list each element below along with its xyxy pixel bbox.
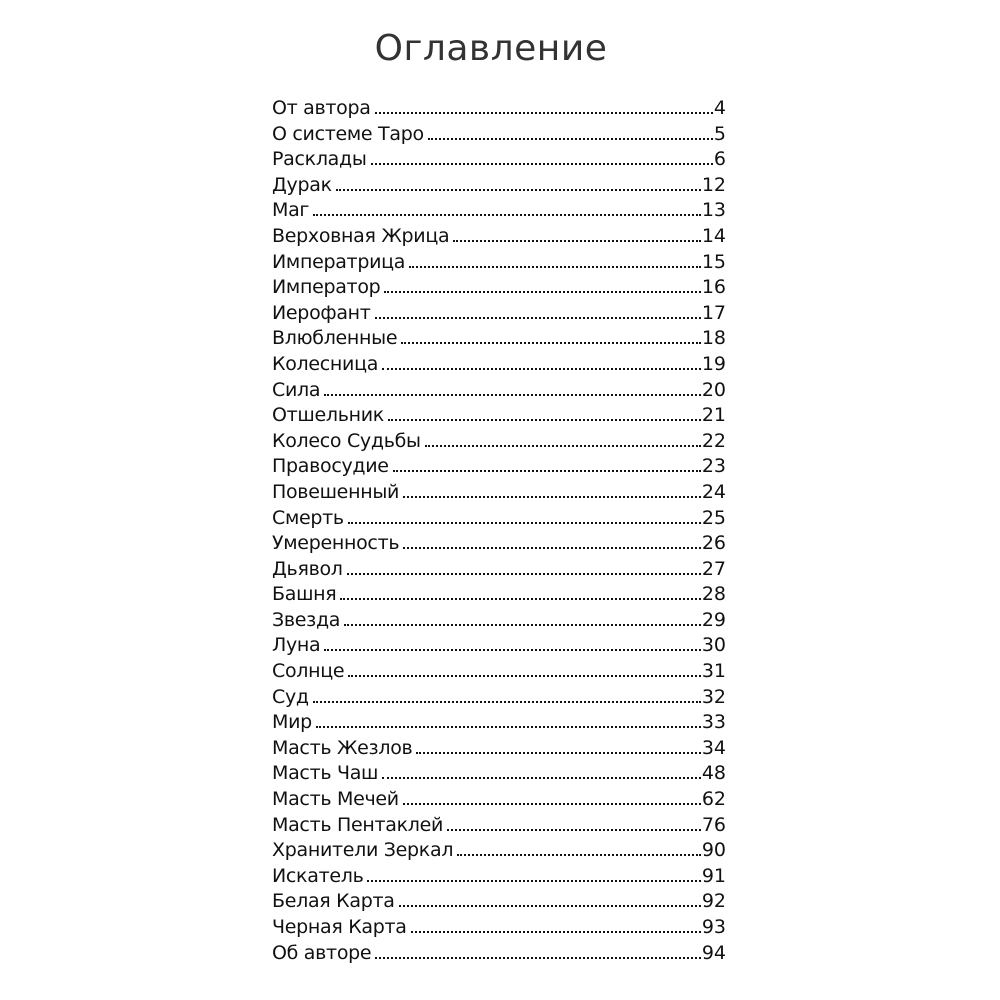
toc-entry-label: Мир [272, 711, 312, 734]
toc-entry-label: Отшельник [272, 404, 384, 427]
toc-entry [272, 685, 726, 711]
toc-dot-leader [425, 445, 701, 447]
toc-entry-page-number: 28 [701, 583, 726, 606]
toc-dot-leader [416, 752, 700, 754]
toc-dot-leader [375, 112, 713, 114]
toc-entry-label: Звезда [272, 608, 341, 631]
toc-entry-page-number: 62 [701, 788, 726, 811]
toc-entry [272, 710, 726, 736]
toc-entry-page-number: 20 [701, 378, 726, 401]
toc-entry [272, 378, 726, 404]
toc-entry-label: Повешенный [272, 480, 400, 503]
toc-entry-page-number: 90 [701, 839, 726, 862]
toc-entry-page-number: 23 [701, 455, 726, 478]
toc-dot-leader [384, 291, 700, 293]
toc-entry-page-number: 30 [701, 634, 726, 657]
toc-dot-leader [340, 598, 700, 600]
toc-entry [272, 352, 726, 378]
toc-entry-label: Луна [272, 634, 321, 657]
toc-entry [272, 557, 726, 583]
toc-entry-label: Белая Карта [272, 890, 395, 913]
toc-entry [272, 224, 726, 250]
toc-dot-leader [371, 163, 713, 165]
toc-entry-page-number: 19 [701, 352, 726, 375]
toc-entry-label: Влюбленные [272, 327, 398, 350]
toc-dot-leader [336, 189, 701, 191]
toc-entry-page-number: 31 [701, 660, 726, 683]
page-title: Оглавление [374, 28, 608, 69]
toc-dot-leader [348, 675, 701, 677]
toc-entry-label: Суд [272, 685, 309, 708]
toc-dot-leader [388, 419, 701, 421]
toc-entry [272, 454, 726, 480]
toc-entry [272, 787, 726, 813]
toc-entry-page-number: 14 [701, 224, 726, 247]
toc-entry [272, 608, 726, 634]
toc-entry-page-number: 5 [713, 122, 726, 145]
toc-entry-page-number: 27 [701, 557, 726, 580]
toc-entry-label: Колесница [272, 352, 379, 375]
toc-entry-page-number: 91 [701, 864, 726, 887]
toc-entry-label: Черная Карта [272, 916, 407, 938]
toc-entry-label: Дурак [272, 173, 332, 196]
toc-entry [272, 915, 726, 941]
toc-dot-leader [375, 957, 701, 959]
toc-entry-page-number: 4 [713, 97, 726, 119]
toc-entry-page-number: 17 [701, 301, 726, 324]
toc-entry-label: Императрица [272, 250, 406, 273]
toc-entry [272, 838, 726, 864]
toc-entry-page-number: 48 [701, 762, 726, 785]
toc-entry-label: Умеренность [272, 532, 400, 555]
toc-entry-page-number: 26 [701, 532, 726, 555]
toc-entry-label: Масть Мечей [272, 788, 399, 811]
toc-entry [272, 250, 726, 276]
toc-dot-leader [375, 317, 701, 319]
toc-entry-label: Масть Пентаклей [272, 813, 444, 836]
toc-entry-page-number: 92 [701, 890, 726, 913]
toc-entry-label: Масть Чаш [272, 762, 379, 785]
toc-entry [272, 633, 726, 659]
toc-entry-label: Сила [272, 378, 321, 401]
toc-entry [272, 301, 726, 327]
toc-entry-page-number: 24 [701, 480, 726, 503]
toc-dot-leader [348, 522, 701, 524]
toc-entry-page-number: 13 [701, 199, 726, 222]
toc-dot-leader [324, 394, 701, 396]
toc-dot-leader [428, 138, 713, 140]
toc-entry [272, 198, 726, 224]
toc-entry-page-number: 12 [701, 173, 726, 196]
toc-dot-leader [453, 240, 700, 242]
toc-entry-page-number: 76 [701, 813, 726, 836]
toc-entry-page-number: 33 [701, 711, 726, 734]
toc-dot-leader [447, 829, 701, 831]
toc-entry-label: Башня [272, 583, 337, 606]
toc-entry-label: Иерофант [272, 301, 371, 324]
toc-entry-page-number: 15 [701, 250, 726, 273]
toc-entry [272, 147, 726, 173]
toc-entry [272, 813, 726, 839]
toc-entry-label: О системе Таро [272, 122, 424, 145]
table-of-contents [272, 96, 726, 966]
toc-dot-leader [382, 777, 701, 779]
toc-dot-leader [347, 573, 701, 575]
toc-entry-page-number: 34 [701, 736, 726, 759]
toc-entry-page-number: 21 [701, 404, 726, 427]
toc-entry-page-number: 18 [701, 327, 726, 350]
toc-entry-label: Об авторе [272, 941, 372, 964]
toc-entry [272, 480, 726, 506]
toc-entry [272, 326, 726, 352]
toc-entry [272, 761, 726, 787]
toc-entry-label: Правосудие [272, 455, 389, 478]
toc-entry-page-number: 93 [701, 916, 726, 938]
toc-dot-leader [382, 368, 701, 370]
toc-dot-leader [401, 342, 701, 344]
toc-dot-leader [403, 496, 701, 498]
toc-entry-label: От автора [272, 97, 371, 119]
toc-dot-leader [313, 701, 701, 703]
toc-entry-page-number: 16 [701, 276, 726, 299]
toc-entry-label: Император [272, 276, 381, 299]
toc-dot-leader [313, 214, 701, 216]
toc-entry [272, 403, 726, 429]
toc-dot-leader [403, 547, 701, 549]
toc-entry-label: Маг [272, 199, 310, 222]
toc-dot-leader [324, 649, 700, 651]
toc-entry-label: Искатель [272, 864, 364, 887]
toc-entry [272, 531, 726, 557]
toc-entry-page-number: 32 [701, 685, 726, 708]
toc-entry [272, 275, 726, 301]
toc-entry [272, 864, 726, 890]
toc-dot-leader [457, 854, 701, 856]
toc-entry-page-number: 94 [701, 941, 726, 964]
toc-entry-label: Верховная Жрица [272, 224, 450, 247]
toc-dot-leader [393, 470, 701, 472]
toc-entry-label: Смерть [272, 506, 344, 529]
toc-entry-page-number: 29 [701, 608, 726, 631]
toc-entry [272, 122, 726, 148]
toc-dot-leader [409, 266, 701, 268]
toc-entry [272, 889, 726, 915]
toc-dot-leader [367, 880, 700, 882]
toc-entry-page-number: 25 [701, 506, 726, 529]
toc-dot-leader [411, 931, 701, 933]
toc-entry-page-number: 22 [701, 429, 726, 452]
toc-entry [272, 659, 726, 685]
toc-dot-leader [399, 905, 701, 907]
toc-entry-label: Колесо Судьбы [272, 429, 421, 452]
toc-entry-label: Солнце [272, 660, 345, 683]
toc-dot-leader [403, 803, 701, 805]
toc-entry-label: Хранители Зеркал [272, 839, 454, 862]
toc-entry [272, 429, 726, 455]
toc-entry [272, 941, 726, 967]
toc-dot-leader [316, 726, 701, 728]
toc-entry [272, 736, 726, 762]
toc-entry [272, 96, 726, 122]
toc-entry-label: Дьявол [272, 557, 343, 580]
toc-dot-leader [344, 624, 701, 626]
toc-entry [272, 173, 726, 199]
toc-entry [272, 506, 726, 532]
toc-entry-label: Масть Жезлов [272, 736, 413, 759]
toc-entry-page-number: 6 [713, 148, 726, 171]
toc-entry [272, 582, 726, 608]
toc-entry-label: Расклады [272, 148, 367, 171]
